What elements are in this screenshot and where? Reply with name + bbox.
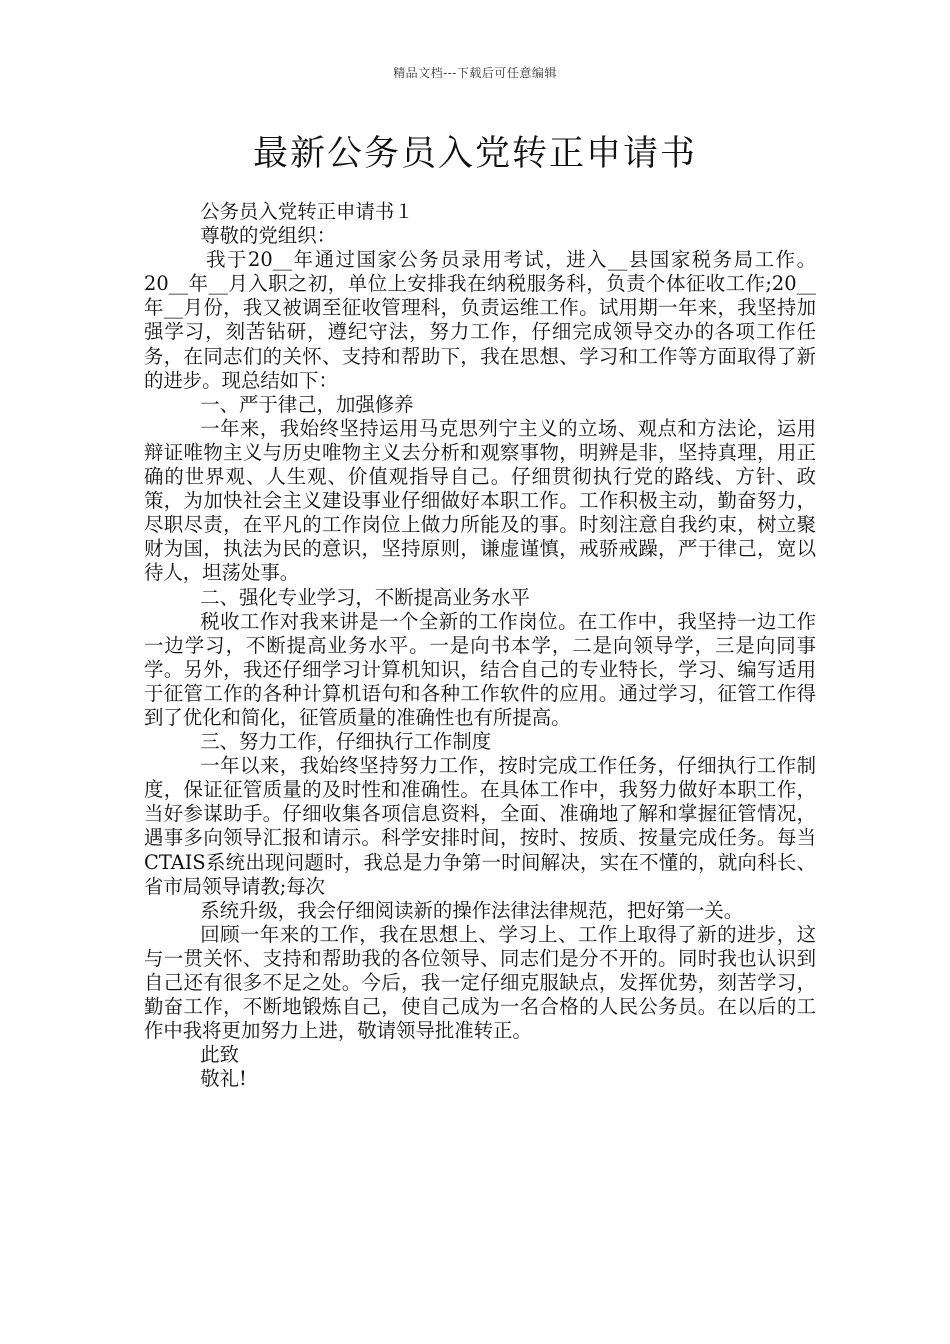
section-heading-2: 二、强化专业学习，不断提高业务水平 — [200, 585, 530, 609]
closing-line-1: 此致 — [200, 1043, 240, 1067]
paragraph-section-1: 一年来，我始终坚持运用马克思列宁主义的立场、观点和方法论，运用辩证唯物主义与历史唯物主义去分析和观察事物，明辨是非，坚持真理，用正确的世界观、人生观、价值观指导自己。仔细贯彻执行党的路线、方针、政策，为加快社会主义建设事业仔细做好本职工作。工作积极主动，勤奋努力，尽职尽责，在平凡的工作岗位上做力所能及的事。时刻注意自我约束，树立聚财为国，执法为民的意识，坚持原则，谦虚谨慎，戒骄戒躁，严于律己，宽以待人，坦荡处事。 — [144, 416, 816, 585]
salutation: 尊敬的党组织： — [200, 224, 336, 248]
paragraph-intro: 我于20__年通过国家公务员录用考试，进入__县国家税务局工作。20__年__月入职之初，单位上安排我在纳税服务科，负责个体征收工作;20__年__月份，我又被调至征收管理科，负责运维工作。试用期一年来，我坚持加强学习，刻苦钻研，遵纪守法，努力工作，仔细完成领导交办的各项工作任务，在同志们的关怀、支持和帮助下，我在思想、学习和工作等方面取得了新的进步。现总结如下： — [144, 248, 816, 392]
document-subtitle: 公务员入党转正申请书１ — [200, 200, 414, 223]
document-body — [144, 200, 816, 1091]
paragraph-continuation: 系统升级，我会仔细阅读新的操作法律法律规范，把好第一关。 — [200, 898, 744, 922]
closing-line-2: 敬礼! — [200, 1067, 247, 1091]
paragraph-review: 回顾一年来的工作，我在思想上、学习上、工作上取得了新的进步，这与一贯关怀、支持和帮助我的各位领导、同志们是分不开的。同时我也认识到自己还有很多不足之处。今后，我一定仔细克服缺点，发挥优势，刻苦学习，勤奋工作，不断地锻炼自己，使自己成为一名合格的人民公务员。在以后的工作中我将更加努力上进，敬请领导批准转正。 — [144, 922, 816, 1043]
document-title: 最新公务员入党转正申请书 — [252, 134, 697, 174]
section-heading-1: 一、严于律己，加强修养 — [200, 392, 414, 416]
section-heading-3: 三、努力工作，仔细执行工作制度 — [200, 730, 492, 754]
paragraph-section-3: 一年以来，我始终坚持努力工作，按时完成工作任务，仔细执行工作制度，保证征管质量的及时性和准确性。在具体工作中，我努力做好本职工作，当好参谋助手。仔细收集各项信息资料，全面、准确地了解和掌握征管情况，遇事多向领导汇报和请示。科学安排时间，按时、按质、按量完成任务。每当CTAIS系统出现问题时，我总是力争第一时间解决，实在不懂的，就向科长、省市局领导请教;每次 — [144, 754, 816, 898]
paragraph-section-2: 税收工作对我来讲是一个全新的工作岗位。在工作中，我坚持一边工作一边学习，不断提高业务水平。一是向书本学，二是向领导学，三是向同事学。另外，我还仔细学习计算机知识，结合自己的专业特长，学习、编写适用于征管工作的各种计算机语句和各种工作软件的应用。通过学习，征管工作得到了优化和简化，征管质量的准确性也有所提高。 — [144, 609, 816, 729]
page-header-note: 精品文档---下载后可任意编辑 — [393, 66, 557, 80]
